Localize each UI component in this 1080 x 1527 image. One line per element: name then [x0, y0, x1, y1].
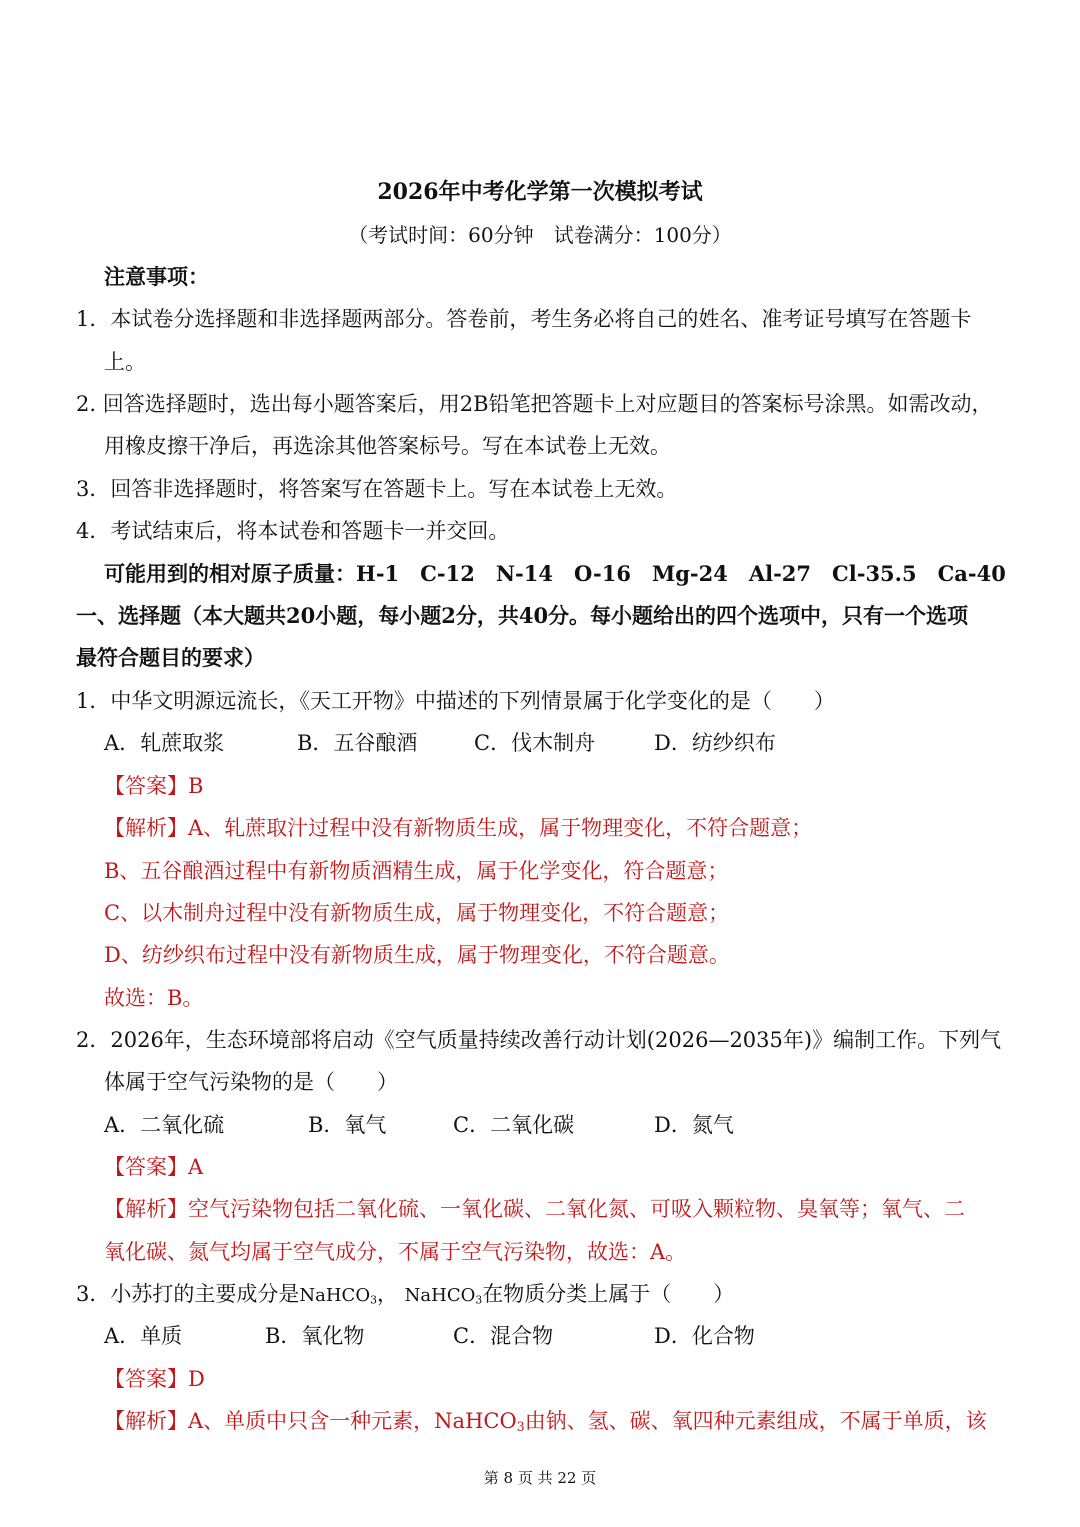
notice-item-2-line-1: 2. 回答选择题时，选出每小题答案后，用2B铅笔把答题卡上对应题目的答案标号涂黑。如需改动， [76, 392, 993, 416]
notice-item-4: 4．考试结束后，将本试卷和答题卡一并交回。 [76, 519, 510, 543]
q1-option-c: C．伐木制舟 [474, 731, 596, 755]
q1-stem: 1．中华文明源远流长，《天工开物》中描述的下列情景属于化学变化的是（ ） [76, 689, 835, 713]
q2-option-d: D．氮气 [654, 1113, 734, 1137]
q2-analysis-line-2: 氧化碳、氮气均属于空气成分，不属于空气污染物，故选：A。 [104, 1240, 687, 1264]
q2-option-a: A．二氧化硫 [104, 1113, 225, 1137]
q1-analysis-line-5: 故选：B。 [104, 986, 204, 1010]
q3-stem-middle: ， [376, 1282, 398, 1306]
q3-option-c: C．混合物 [453, 1324, 554, 1348]
q3-formula-2: NaHCO$_3$ [404, 1285, 483, 1307]
q3-analysis-suffix: 由钠、氢、碳、氧四种元素组成，不属于单质，该 [524, 1409, 987, 1433]
atomic-masses: 可能用到的相对原子质量：H-1 C-12 N-14 O-16 Mg-24 Al-27 Cl-35.5 Ca-40 [104, 561, 1006, 586]
q1-answer: 【答案】B [104, 774, 204, 798]
q3-stem-suffix: 在物质分类上属于（ ） [482, 1282, 735, 1306]
notice-item-1-line-2: 上。 [104, 350, 146, 374]
exam-title: 2026年中考化学第一次模拟考试 [377, 179, 703, 205]
q3-stem [76, 1279, 734, 1311]
q3-option-b: B．氧化物 [265, 1324, 365, 1348]
section-heading-line-1: 一、选择题（本大题共20小题，每小题2分，共40分。每小题给出的四个选项中，只有一个选项 [76, 603, 969, 628]
exam-subtitle: （考试时间：60分钟 试卷满分：100分） [348, 223, 732, 247]
q3-option-d: D．化合物 [654, 1324, 755, 1348]
q3-analysis-prefix: 【解析】A、单质中只含一种元素， [104, 1409, 435, 1433]
q2-stem-line-1: 2．2026年，生态环境部将启动《空气质量持续改善行动计划(2026—2035年)》编制工作。下列气 [76, 1028, 1002, 1052]
q2-option-c: C．二氧化碳 [453, 1113, 575, 1137]
notice-item-1-line-1: 1．本试卷分选择题和非选择题两部分。答卷前，考生务必将自己的姓名、准考证号填写在答题卡 [76, 307, 972, 331]
q2-stem-line-2: 体属于空气污染物的是（ ） [104, 1070, 398, 1094]
q3-option-a: A．单质 [104, 1324, 183, 1348]
q2-option-b: B．氧气 [308, 1113, 387, 1137]
q1-analysis-line-2: B、五谷酿酒过程中有新物质酒精生成，属于化学变化，符合题意； [104, 859, 729, 883]
q1-analysis-line-4: D、纺纱织布过程中没有新物质生成，属于物理变化，不符合题意。 [104, 943, 730, 967]
section-heading-line-2: 最符合题目的要求） [76, 645, 265, 670]
q1-option-b: B．五谷酿酒 [297, 731, 418, 755]
q2-answer: 【答案】A [104, 1155, 204, 1179]
q2-analysis-line-1: 【解析】空气污染物包括二氧化硫、一氧化碳、二氧化氮、可吸入颗粒物、臭氧等；氧气、二 [104, 1197, 965, 1221]
notice-heading: 注意事项： [104, 264, 209, 289]
q3-analysis-line-1 [104, 1406, 987, 1436]
notice-item-3: 3．回答非选择题时，将答案写在答题卡上。写在本试卷上无效。 [76, 477, 678, 501]
q3-formula: NaHCO$_3$ [299, 1285, 377, 1307]
q3-answer: 【答案】D [104, 1367, 205, 1391]
q1-analysis-line-1: 【解析】A、轧蔗取汁过程中没有新物质生成，属于物理变化，不符合题意； [104, 816, 813, 840]
q1-option-d: D．纺纱织布 [654, 731, 776, 755]
notice-item-2-line-2: 用橡皮擦干净后，再选涂其他答案标号。写在本试卷上无效。 [104, 434, 671, 458]
q1-option-a: A．轧蔗取浆 [104, 731, 225, 755]
q1-analysis-line-3: C、以木制舟过程中没有新物质生成，属于物理变化，不符合题意； [104, 901, 730, 925]
q3-analysis-formula: NaHCO$_3$ [434, 1409, 525, 1435]
q3-stem-prefix: 3．小苏打的主要成分是 [76, 1282, 300, 1306]
page-number: 第 8 页 共 22 页 [483, 1469, 597, 1487]
